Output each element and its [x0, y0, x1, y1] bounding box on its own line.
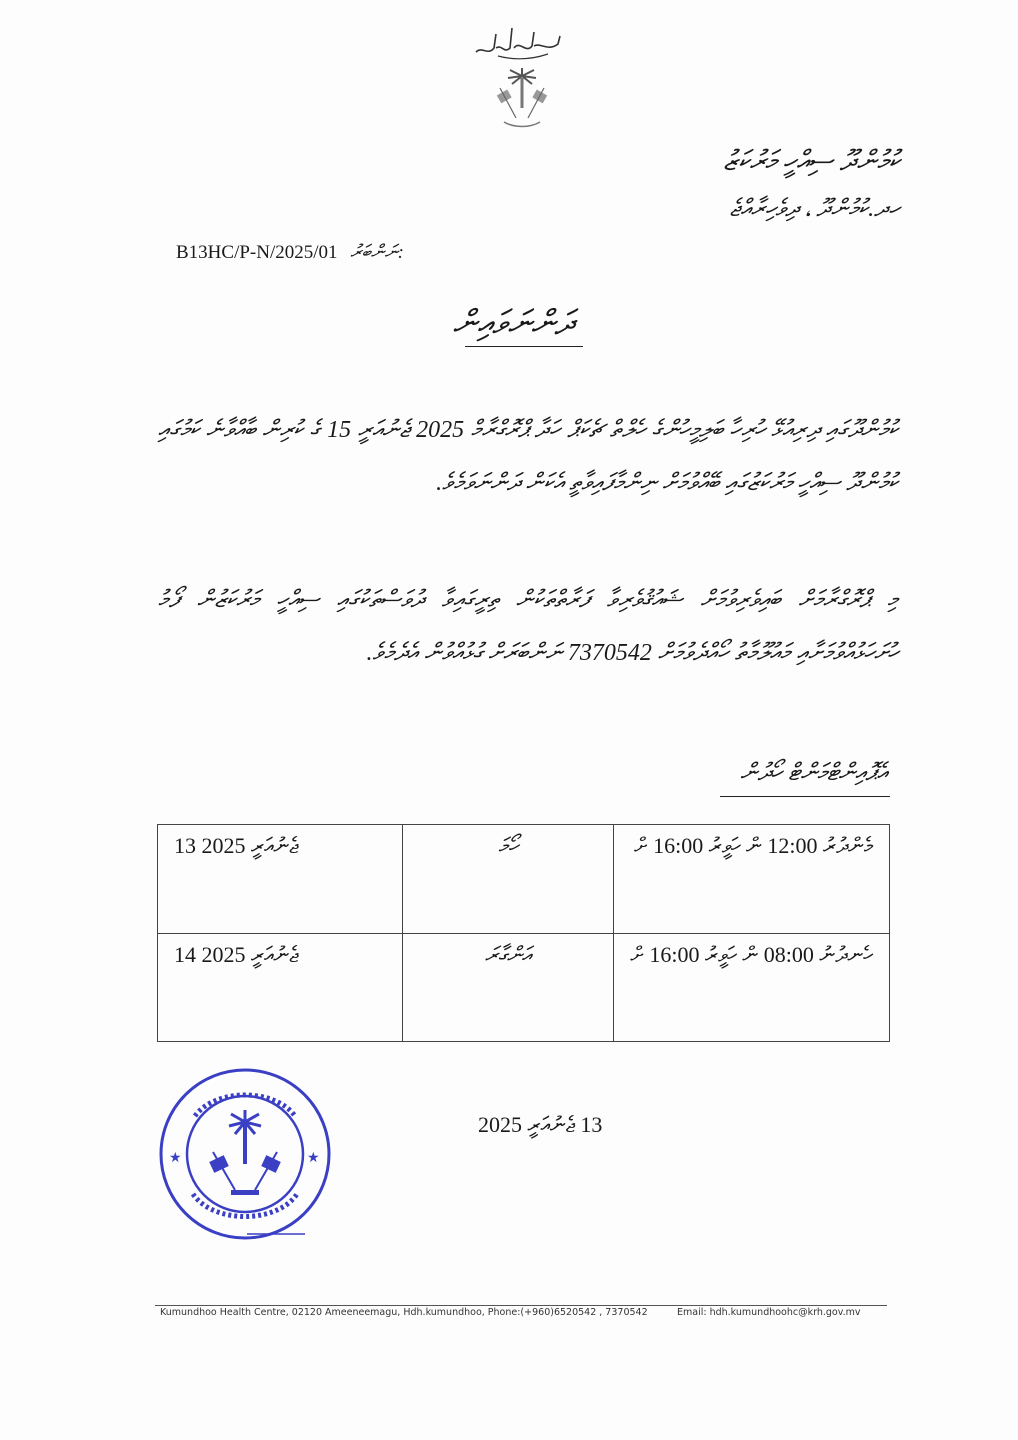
schedule-date: 13 ޖެނުއަރީ 2025: [158, 825, 403, 934]
svg-text:★: ★: [169, 1150, 182, 1166]
schedule-time: ހެނދުނު 08:00 ން ހަވީރު 16:00 ށް: [614, 933, 890, 1042]
table-row: [158, 933, 890, 1042]
official-stamp: [155, 1066, 335, 1244]
footer-contact: Kumundhoo Health Centre, 02120 Ameeneemagu, Hdh.kumundhoo, Phone:(+960)6520542 , 7370542: [160, 1307, 648, 1318]
document-title: ދަންނަވައިން: [452, 305, 574, 342]
schedule-day: ހޯމަ: [403, 825, 614, 934]
announcement-paragraph-2: މި ޕްރޮގްރާމަށް ބައިވެރިވުމަށް ޝައުޤުވެރިވާ ފަރާތްތަކުން ތިރީގައިވާ ދުވަސްތަކުގައި ސިއްހީ މަރުކަޒުން ފޯމު ހުށަހަޅުއްވުމަށާއި މައުލޫމާތު ހޯއްދެވުމަށް 7370542 ނަންބަރަށް ގުޅުއްވުން އެދެމެވެ.: [158, 587, 898, 666]
title-underline: [465, 346, 583, 347]
bismillah-calligraphy: [468, 22, 568, 64]
schedule-heading: އެޕޮއިންޓްމަންޓް ހޯދުން: [740, 760, 888, 786]
schedule-table: [157, 824, 890, 1042]
reference-number: B13HC/P-N/2025/01: [176, 242, 338, 263]
footer-divider: [155, 1305, 887, 1306]
national-emblem: [490, 66, 554, 130]
reference-label: ނަންބަރު:: [350, 242, 404, 263]
schedule-day: އަންގާރަ: [403, 933, 614, 1042]
organization-address: ހދ.ކުމުންދޫ ، ދިވެހިރާއްޖެ: [729, 196, 900, 222]
schedule-date: 14 ޖެނުއަރީ 2025: [158, 933, 403, 1042]
table-row: [158, 825, 890, 934]
reference-line: [176, 242, 404, 264]
schedule-heading-underline: [720, 796, 890, 797]
footer-email: Email: hdh.kumundhoohc@krh.gov.mv: [677, 1307, 861, 1318]
svg-text:★: ★: [307, 1150, 320, 1166]
organization-name: ކުމުންދޫ ސިއްހީ މަރުކަޒު: [723, 146, 900, 177]
stamp-seal: [155, 1066, 335, 1244]
signature-date: 13 ޖެނުއަރީ 2025: [478, 1112, 603, 1137]
announcement-paragraph-1: ކުމުންދޫގައި ދިރިއުޅޭ ހުރިހާ ބަލިމީހުންގެ ހެލްތް ޗެކަޕް ހަދާ ޕްރޮގްރާމް 2025 ޖެނުއަރީ 15 ގެ ކުރިން ބާއްވާނެ ކަމުގައި ކުމުންދޫ ސިއްހީ މަރުކަޒުގައި ބޭއްވުމަށް ނިންމާފައިވާތީ އެކަން ދަންނަވަމެވެ.: [158, 417, 898, 496]
schedule-time: މެންދުރު 12:00 ން ހަވީރު 16:00 ށް: [614, 825, 890, 934]
